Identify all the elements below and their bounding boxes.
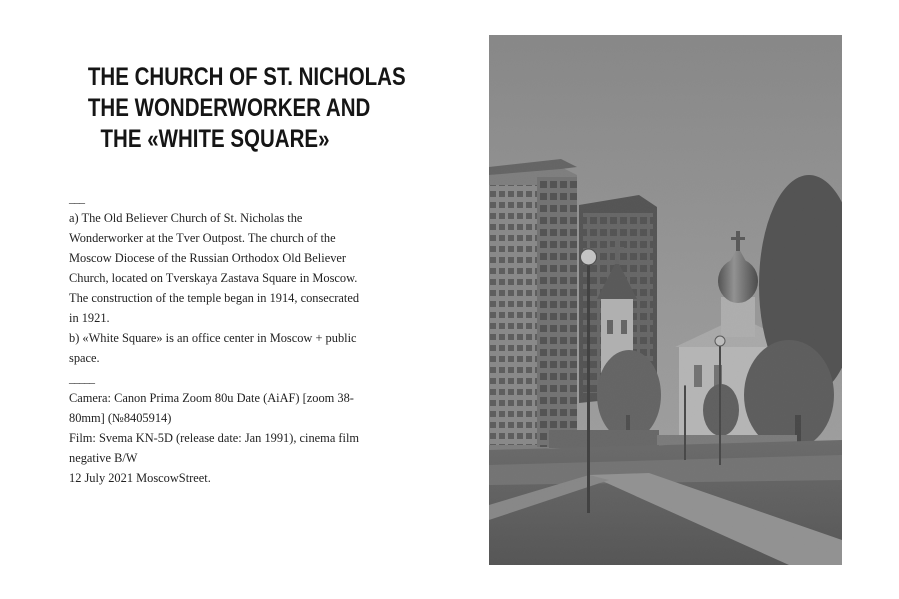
title-line-2: THE WONDERWORKER AND	[87, 94, 371, 122]
separator-line: _____	[69, 371, 94, 385]
paragraph-b: b) «White Square» is an office center in Moscow + public space.	[69, 331, 357, 365]
film-info: Film: Svema KN-5D (release date: Jan 1991), cinema film negative B/W	[69, 431, 360, 465]
paragraph-a: a) The Old Believer Church of St. Nicholas the Wonderworker at the Tver Outpost. The church of the Moscow Diocese of the Russian Orthodox Old Believer Church, located on Tverskaya Zastava Square in Moscow. The construction of the temple began in 1914, consecrated in 1921.	[69, 211, 360, 325]
separator-line: ___	[69, 191, 84, 205]
camera-info: Camera: Canon Prima Zoom 80u Date (AiAF) [zoom 38-80mm] (№8405914)	[69, 391, 354, 425]
church-photograph	[489, 35, 842, 565]
date-place: 12 July 2021 MoscowStreet.	[69, 471, 211, 485]
description-block	[69, 188, 369, 488]
page-title	[87, 62, 406, 155]
title-line-3: THE «WHITE SQUARE»	[100, 125, 330, 153]
title-line-1: THE CHURCH OF ST. NICHOLAS	[87, 63, 406, 91]
